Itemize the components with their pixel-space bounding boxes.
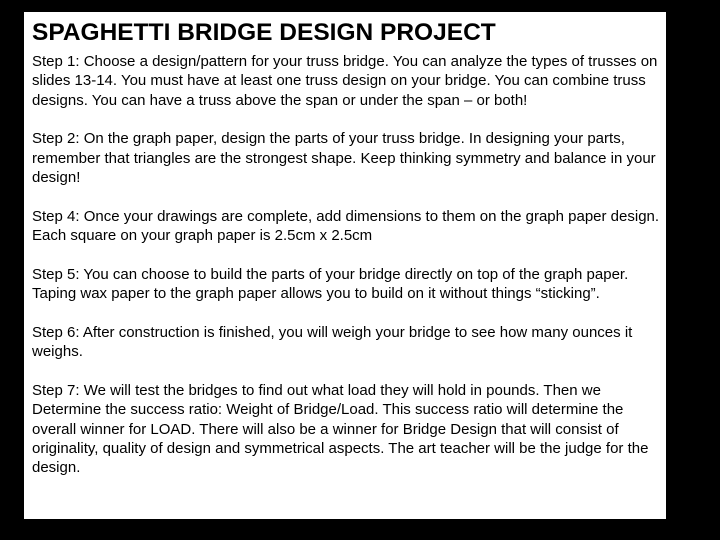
step-5-text: Step 5: You can choose to build the parts of your bridge directly on top of the graph paper. Taping wax paper to the graph paper allows you to build on it without things “sticking”. — [32, 265, 629, 303]
step-4-text: Step 4: Once your drawings are complete, add dimensions to them on the graph paper design. Each square on your graph paper is 2.5cm x 2.5cm — [32, 207, 660, 245]
content-panel — [24, 12, 666, 519]
slide-title: SPAGHETTI BRIDGE DESIGN PROJECT — [32, 19, 496, 46]
step-2-text: Step 2: On the graph paper, design the parts of your truss bridge. In designing your parts, remember that triangles are the strongest shape. Keep thinking symmetry and balance in your design! — [32, 130, 656, 186]
step-7-text: Step 7: We will test the bridges to find out what load they will hold in pounds. Then we Determine the success ratio: Weight of Bridge/Load. This success ratio will determine the overall winner for LOAD. There will also be a winner for Bridge Design that will consist of originality, quality of design and symmetrical aspects. The art teacher will be the judge for the design. — [32, 382, 649, 477]
step-6-text: Step 6: After construction is finished, you will weigh your bridge to see how many ounces it weighs. — [32, 323, 633, 361]
step-1-text: Step 1: Choose a design/pattern for your truss bridge. You can analyze the types of trusses on slides 13-14. You must have at least one truss design on your bridge. You can combine truss designs. You can have a truss above the span or under the span – or both! — [32, 53, 658, 109]
